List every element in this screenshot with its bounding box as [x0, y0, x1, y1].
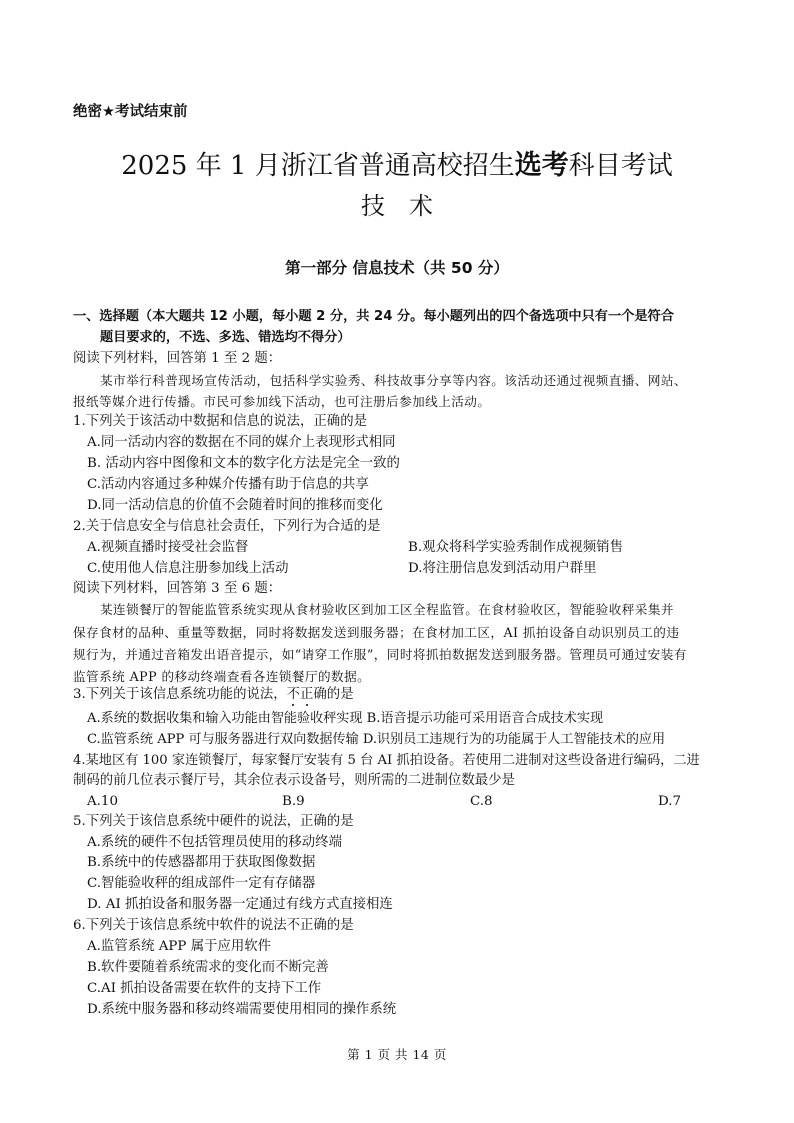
q4-stem-line1: 4.某地区有 100 家连锁餐厅，每家餐厅安装有 5 台 AI 抓拍设备。若使用二进制对这些设备进行编码，二进 — [73, 753, 700, 768]
material1-line2: 报纸等媒介进行传播。市民可参加线下活动，也可注册后参加线上活动。 — [73, 394, 491, 409]
q2-option-c: C.使用他人信息注册参加线上活动 — [87, 561, 289, 576]
section-heading-line1: 一、选择题（本大题共 12 小题，每小题 2 分，共 24 分。每小题列出的四个备选项中只有一个是符合 — [73, 309, 674, 324]
q1-option-d: D.同一活动信息的价值不会随着时间的推移而变化 — [87, 498, 383, 513]
page-footer: 第 1 页 共 14 页 — [347, 1047, 447, 1062]
q5-option-d: D. AI 抓拍设备和服务器一定通过有线方式直接相连 — [87, 897, 393, 912]
material2-line1: 某连锁餐厅的智能监管系统实现从食材验收区到加工区全程监管。在食材验收区，智能验收秤采集并 — [100, 602, 674, 617]
q2-option-b: B.观众将科学实验秀制作成视频销售 — [408, 540, 623, 555]
part-title: 第一部分 信息技术（共 50 分） — [285, 259, 509, 277]
q3-options-ab: A.系统的数据收集和输入功能由智能验收秤实现 B.语音提示功能可采用语音合成技术实现 — [87, 711, 604, 726]
q3-stem-before: 3.下列关于该信息系统功能的说法， — [73, 687, 287, 702]
q3-stem-emphasis-1: 不 — [286, 687, 301, 702]
q2-option-a: A.视频直播时接受社会监督 — [87, 540, 249, 555]
section-heading-line2: 题目要求的，不选、多选、错选均不得分） — [100, 330, 351, 345]
subject-title: 技术 — [361, 192, 457, 220]
q3-stem-after: 确的是 — [313, 687, 354, 702]
q5-option-c: C.智能验收秤的组成部件一定有存储器 — [87, 876, 316, 891]
q1-stem: 1.下列关于该活动中数据和信息的说法，正确的是 — [73, 414, 367, 429]
q5-stem: 5.下列关于该信息系统中硬件的说法，正确的是 — [73, 814, 354, 829]
q4-stem-line2: 制码的前几位表示餐厅号，其余位表示设备号，则所需的二进制位数最少是 — [73, 773, 515, 788]
q6-option-b: B.软件要随着系统需求的变化而不断完善 — [87, 960, 329, 975]
q4-option-d: D.7 — [658, 794, 682, 809]
q4-option-a: A.10 — [87, 794, 118, 809]
q1-option-c: C.活动内容通过多种媒介传播有助于信息的共享 — [87, 477, 369, 492]
q1-option-b: B. 活动内容中图像和文本的数字化方法是完全一致的 — [87, 456, 400, 471]
exam-title-suffix: 科目考试 — [568, 151, 673, 181]
material2-line3: 规行为，并通过音箱发出语音提示，如“请穿工作服”，同时将抓拍数据发送到服务器。管理员可通过安装有 — [73, 647, 687, 662]
q6-option-a: A.监管系统 APP 属于应用软件 — [87, 939, 272, 954]
material2-line4: 监管系统 APP 的移动终端查看各连锁餐厅的数据。 — [73, 669, 371, 684]
q6-stem: 6.下列关于该信息系统中软件的说法不正确的是 — [73, 918, 354, 933]
q4-option-c: C.8 — [470, 794, 493, 809]
material1-intro: 阅读下列材料，回答第 1 至 2 题： — [73, 351, 282, 366]
material1-line1: 某市举行科普现场宣传活动，包括科学实验秀、科技故事分享等内容。该活动还通过视频直播、网站、 — [100, 373, 687, 388]
q2-stem: 2.关于信息安全与信息社会责任，下列行为合适的是 — [73, 519, 381, 534]
q5-option-b: B.系统中的传感器都用于获取图像数据 — [87, 855, 316, 870]
q4-option-b: B.9 — [282, 794, 305, 809]
exam-title-emphasis: 选考 — [514, 150, 569, 181]
exam-title-prefix: 2025 年 1 月浙江省普通高校招生 — [121, 151, 515, 181]
q1-option-a: A.同一活动内容的数据在不同的媒介上表现形式相同 — [87, 435, 396, 450]
q6-option-d: D.系统中服务器和移动终端需要使用相同的操作系统 — [87, 1002, 397, 1017]
q3-stem-emphasis-2: 正 — [300, 687, 314, 702]
q5-option-a: A.系统的硬件不包括管理员使用的移动终端 — [87, 835, 342, 850]
q2-option-d: D.将注册信息发到活动用户群里 — [408, 561, 597, 576]
material2-intro: 阅读下列材料，回答第 3 至 6 题： — [73, 581, 282, 596]
q6-option-c: C.AI 抓拍设备需要在软件的支持下工作 — [87, 981, 322, 996]
exam-title — [0, 143, 794, 182]
secret-mark: 绝密★考试结束前 — [73, 104, 188, 120]
q3-options-cd: C.监管系统 APP 可与服务器进行双向数据传输 D.识别员工违规行为的功能属于人工智能技术的应用 — [87, 732, 666, 747]
material2-line2: 保存食材的品种、重量等数据，同时将数据发送到服务器；在食材加工区，AI 抓拍设备自动识别员工的违 — [73, 625, 680, 640]
q3-stem — [73, 684, 354, 705]
